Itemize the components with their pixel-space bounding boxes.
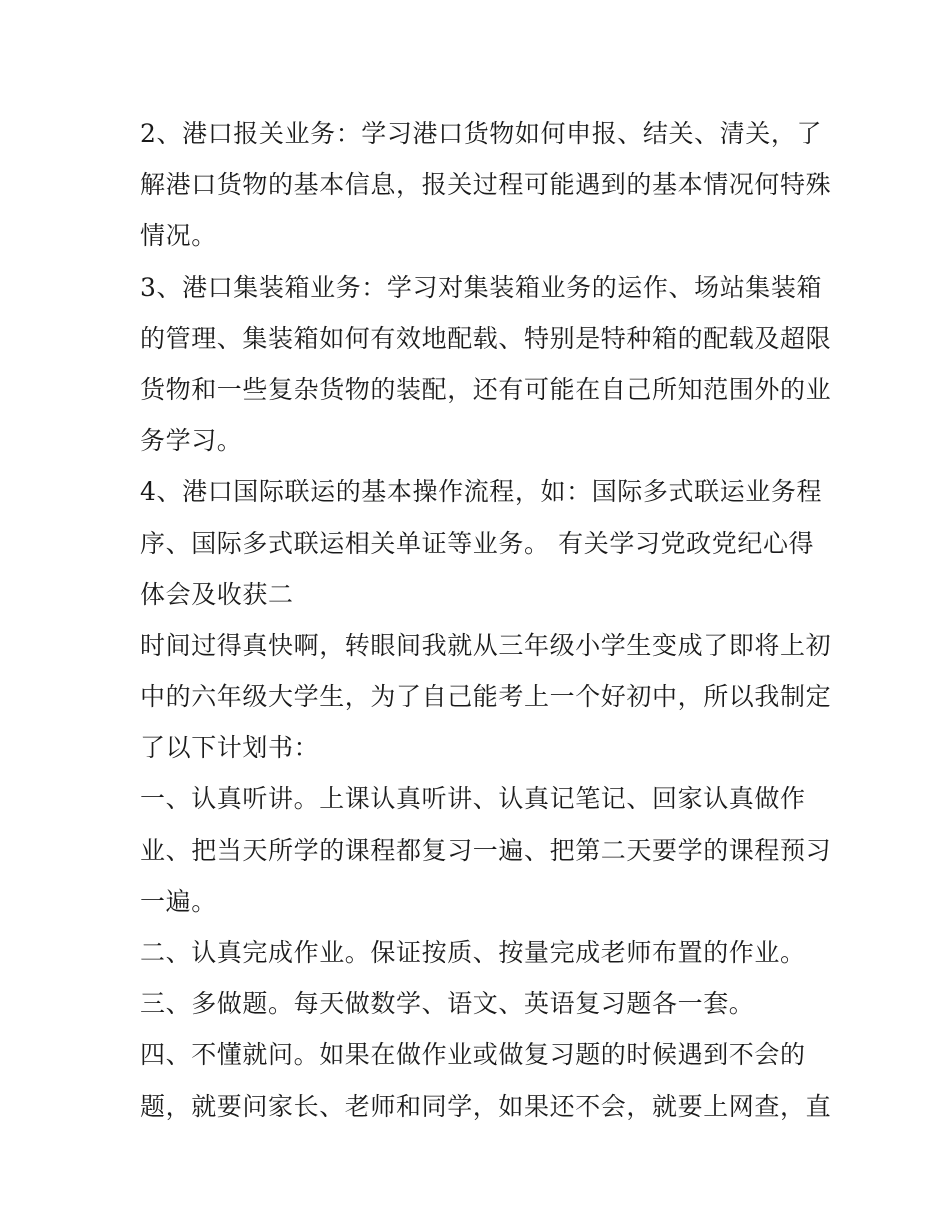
- text-line: 务学习。: [140, 426, 243, 456]
- text-line: 情况。: [140, 221, 217, 251]
- text-line: 4、港口国际联运的基本操作流程，如：国际多式联运业务程: [140, 477, 823, 507]
- text-line: 解港口货物的基本信息，报关过程可能遇到的基本情况何特殊: [140, 170, 832, 200]
- text-line: 货物和一些复杂货物的装配，还有可能在自己所知范围外的业: [140, 374, 832, 404]
- text-line: 3、港口集装箱业务：学习对集装箱业务的运作、场站集装箱: [140, 272, 823, 302]
- text-line: 的管理、集装箱如何有效地配载、特别是特种箱的配载及超限: [140, 323, 832, 353]
- text-line: 一遍。: [140, 886, 217, 916]
- text-line: 序、国际多式联运相关单证等业务。 有关学习党政党纪心得: [140, 528, 815, 558]
- text-line: 一、认真听讲。上课认真听讲、认真记笔记、回家认真做作: [140, 784, 806, 814]
- text-line: 业、把当天所学的课程都复习一遍、把第二天要学的课程预习: [140, 835, 832, 865]
- text-line: 体会及收获二: [140, 579, 294, 609]
- text-line: 了以下计划书：: [140, 733, 320, 763]
- document-body: [140, 108, 832, 1132]
- text-line: 题，就要问家长、老师和同学，如果还不会，就要上网查，直: [140, 1091, 832, 1121]
- text-line: 时间过得真快啊，转眼间我就从三年级小学生变成了即将上初: [140, 630, 832, 660]
- text-line: 中的六年级大学生，为了自己能考上一个好初中，所以我制定: [140, 682, 832, 712]
- text-line: 四、不懂就问。如果在做作业或做复习题的时候遇到不会的: [140, 1040, 806, 1070]
- text-line: 二、认真完成作业。保证按质、按量完成老师布置的作业。: [140, 938, 806, 967]
- text-line: 三、多做题。每天做数学、语文、英语复习题各一套。: [140, 989, 755, 1019]
- text-line: 2、港口报关业务：学习港口货物如何申报、结关、清关，了: [140, 119, 823, 148]
